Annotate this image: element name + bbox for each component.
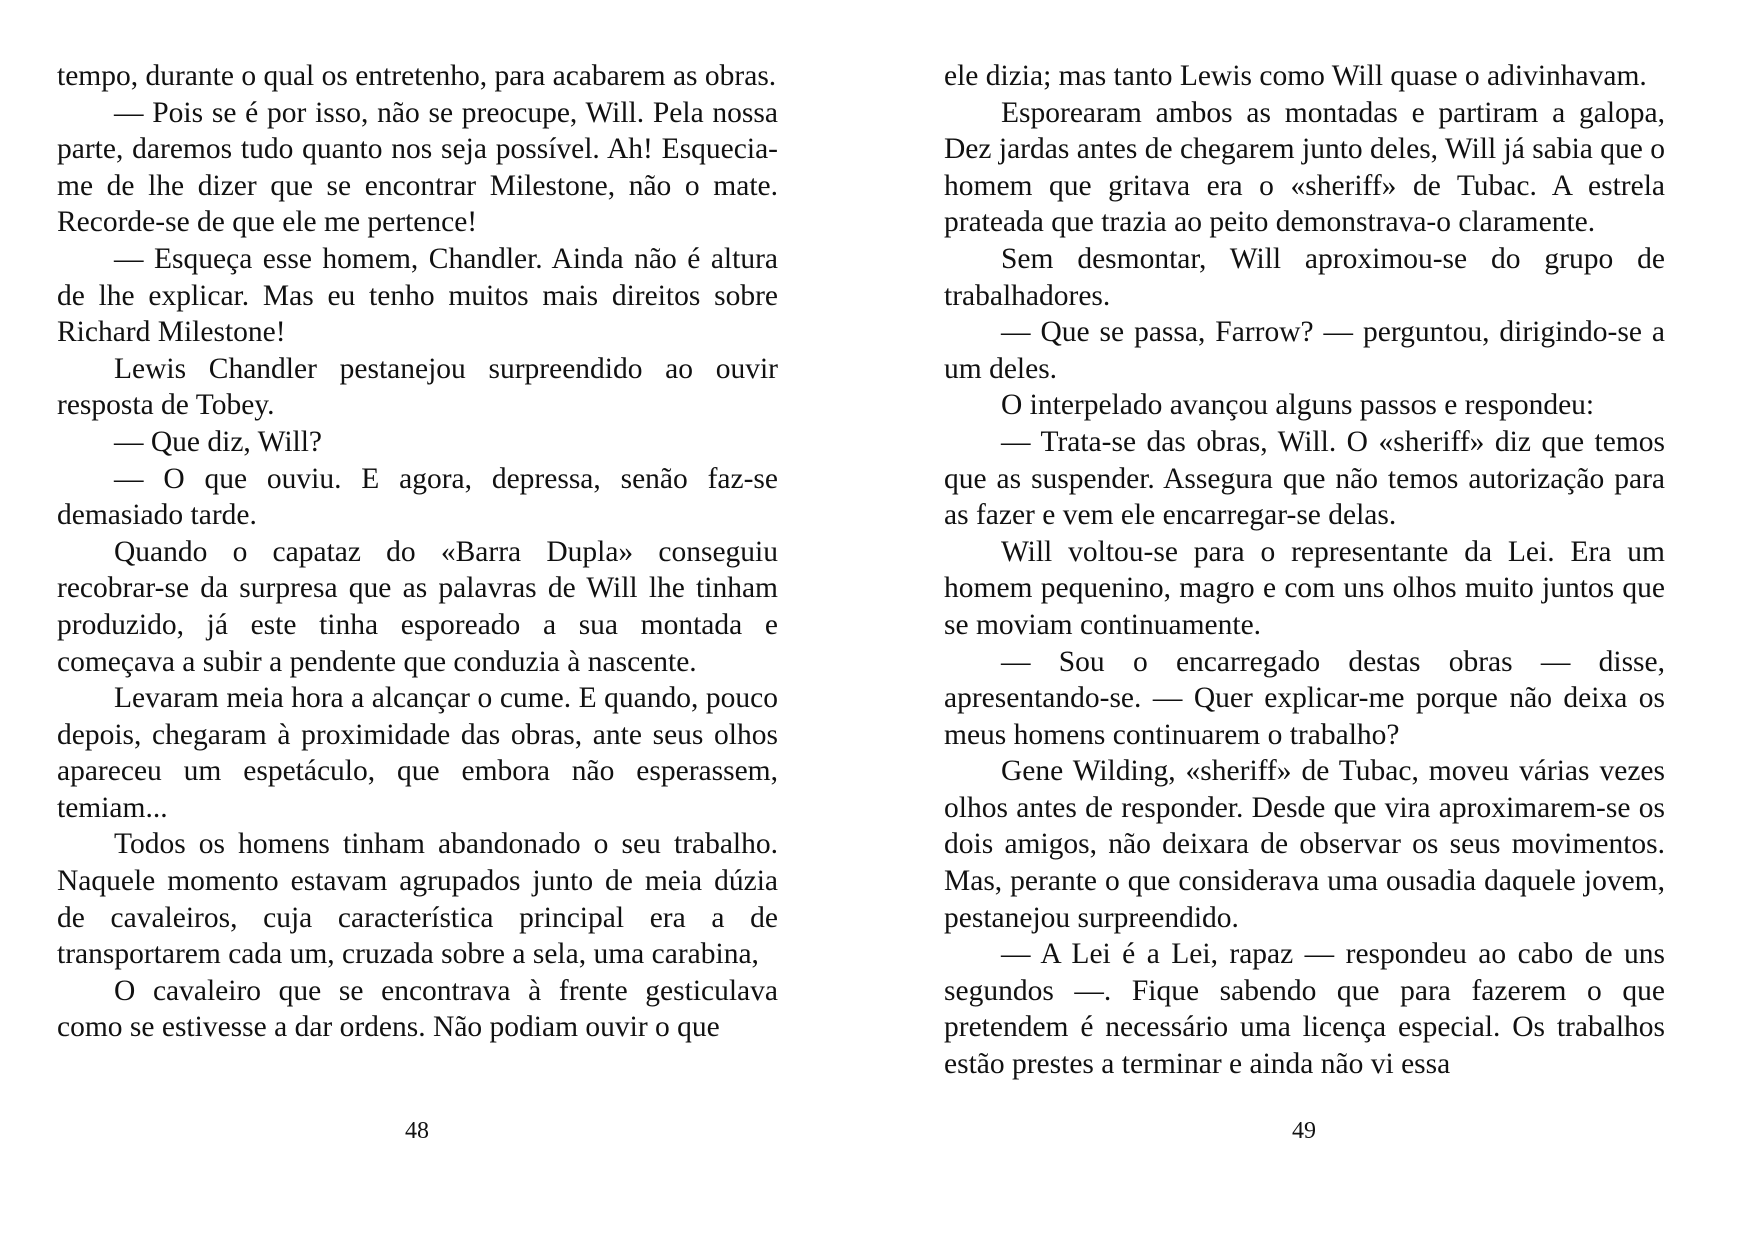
paragraph: ele dizia; mas tanto Lewis como Will quase o adivinhavam. — [944, 60, 1647, 92]
paragraph: Lewis Chandler pestanejou surpreendido ao ouvir resposta de Tobey. — [57, 352, 778, 422]
paragraph: — Trata-se das obras, Will. O «sheriff» diz que temos que as suspender. Assegura que não temos autorização para as fazer e vem ele encarregar-se delas. — [944, 425, 1665, 532]
paragraph: O interpelado avançou alguns passos e respondeu: — [1001, 389, 1595, 422]
paragraph: O cavaleiro que se encontrava à frente gesticulava como se estivesse a dar ordens. Não podiam ouvir o que — [57, 974, 778, 1044]
paragraph: — Que se passa, Farrow? — perguntou, dirigindo-se a um deles. — [944, 316, 1665, 385]
left-page — [57, 58, 778, 1188]
paragraph: — Esqueça esse homem, Chandler. Ainda não é altura de lhe explicar. Mas eu tenho muitos mais direitos sobre Richard Milestone! — [57, 242, 778, 349]
paragraph: Sem desmontar, Will aproximou-se do grupo de trabalhadores. — [944, 242, 1665, 312]
page-number-left: 48 — [405, 1118, 429, 1144]
paragraph: Esporearam ambos as montadas e partiram a galopa, Dez jardas antes de chegarem junto deles, Will já sabia que o homem que gritava era o «sheriff» de Tubac. A estrela prateada que trazia ao peito demonstrava-o claramente. — [944, 96, 1665, 239]
page-number-right: 49 — [1292, 1118, 1316, 1144]
paragraph: tempo, durante o qual os entretenho, para acabarem as obras. — [57, 60, 777, 92]
paragraph: — A Lei é a Lei, rapaz — respondeu ao cabo de uns segundos —. Fique sabendo que para fazerem o que pretendem é necessário uma licença especial. Os trabalhos estão prestes a terminar e ainda não vi essa — [944, 938, 1665, 1081]
paragraph: Quando o capataz do «Barra Dupla» conseguiu recobrar-se da surpresa que as palavras de Will lhe tinham produzido, já este tinha esporeado a sua montada e começava a subir a pendente que conduzia à nascente. — [57, 535, 778, 678]
paragraph: — O que ouviu. E agora, depressa, senão faz-se demasiado tarde. — [57, 462, 778, 532]
paragraph: — Pois se é por isso, não se preocupe, Will. Pela nossa parte, daremos tudo quanto nos seja possível. Ah! Esquecia-me de lhe dizer que se encontrar Milestone, não o mate. Recorde-se de que ele me pertence! — [57, 96, 778, 239]
right-page — [944, 58, 1665, 1188]
paragraph: Gene Wilding, «sheriff» de Tubac, moveu várias vezes olhos antes de responder. Desde que vira aproximarem-se os dois amigos, não deixara de observar os seus movimentos. Mas, perante o que considerava uma ousadia daquele jovem, pestanejou surpreendido. — [944, 755, 1665, 934]
paragraph: Will voltou-se para o representante da Lei. Era um homem pequenino, magro e com uns olhos muito juntos que se moviam continuamente. — [944, 535, 1665, 641]
paragraph: — Que diz, Will? — [114, 425, 322, 458]
right-page-text — [944, 58, 1665, 1083]
left-page-text — [57, 58, 778, 1046]
paragraph: Levaram meia hora a alcançar o cume. E quando, pouco depois, chegaram à proximidade das obras, ante seus olhos apareceu um espetáculo, que embora não esperassem, temiam... — [57, 682, 778, 824]
paragraph: — Sou o encarregado destas obras — disse, apresentando-se. — Quer explicar-me porque não deixa os meus homens continuarem o trabalho? — [944, 645, 1665, 751]
paragraph: Todos os homens tinham abandonado o seu trabalho. Naquele momento estavam agrupados junto de meia dúzia de cavaleiros, cuja característica principal era a de transportarem cada um, cruzada sobre a sela, uma carabina, — [57, 828, 778, 971]
